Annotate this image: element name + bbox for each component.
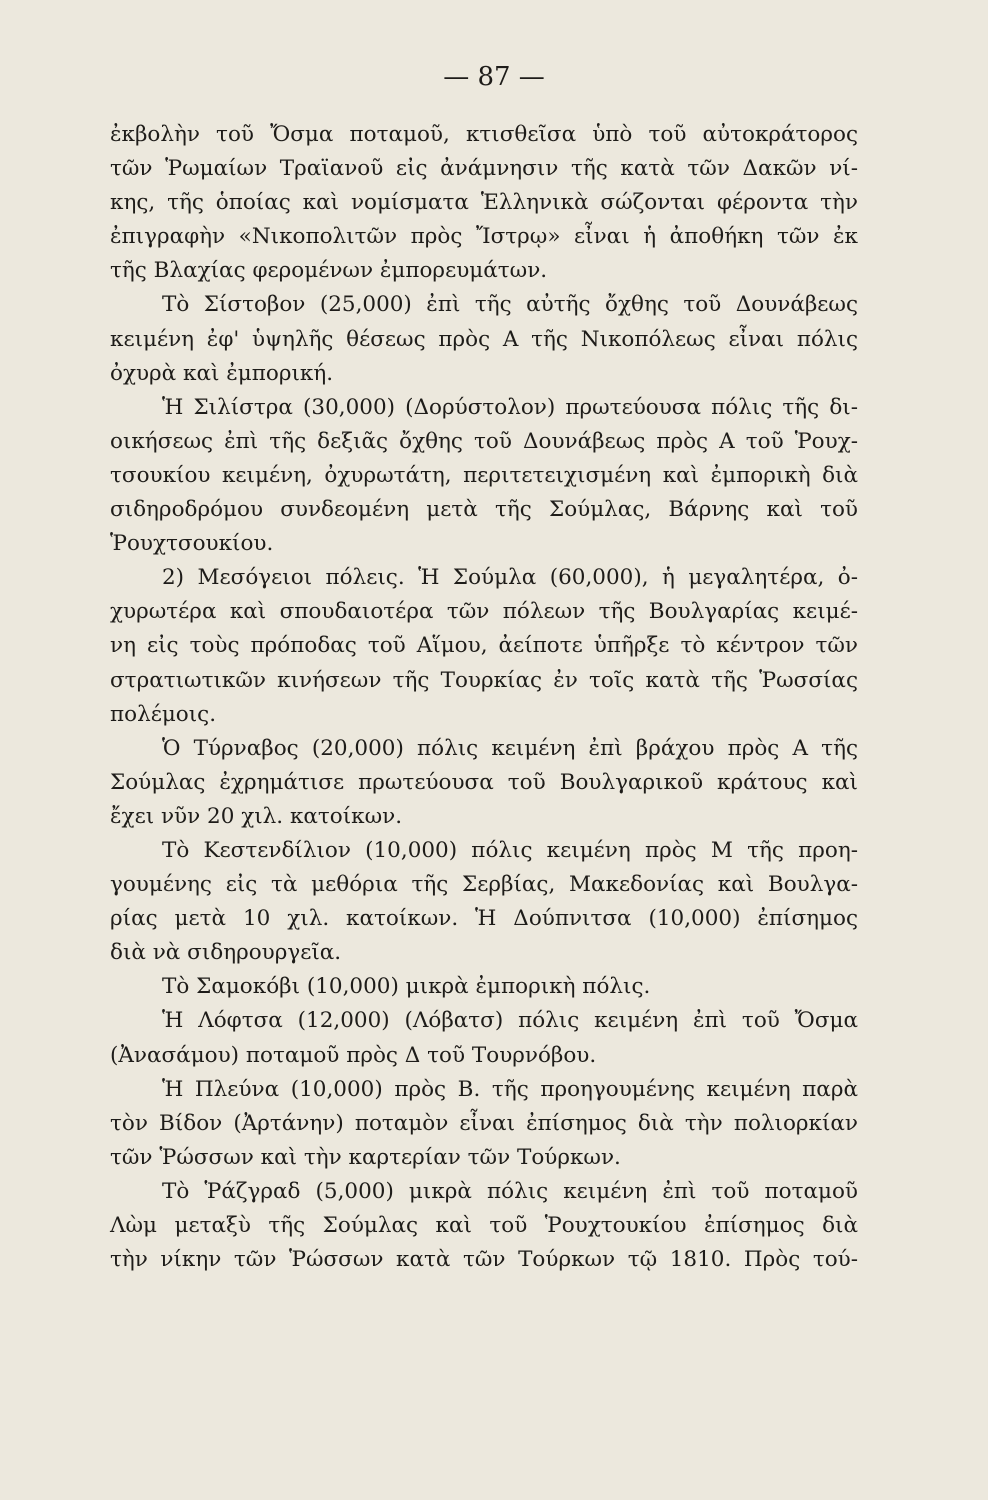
text-line: τσουκίου κειμένη, ὀχυρωτάτη, περιτετειχισμένη καὶ ἐμπορικὴ διὰ [110,462,858,488]
text-line: τῶν Ῥωμαίων Τραϊανοῦ εἰς ἀνάμνησιν τῆς κατὰ τῶν Δακῶν νί- [110,156,858,182]
text-line: Ἡ Σιλίστρα (30,000) (Δορύστολον) πρωτεύουσα πόλις τῆς δι- [162,394,858,420]
text-line: ἔχει νῦν 20 χιλ. κατοίκων. [110,803,403,829]
page-text [110,118,858,1277]
text-line: κειμένη ἐφ' ὑψηλῆς θέσεως πρὸς Α τῆς Νικοπόλεως εἶναι πόλις [110,326,858,352]
text-line: Σούμλας ἐχρημάτισε πρωτεύουσα τοῦ Βουλγαρικοῦ κράτους καὶ [110,769,858,795]
text-line: ἐπιγραφὴν «Νικοπολιτῶν πρὸς Ἴστρῳ» εἶναι ἡ ἀποθήκη τῶν ἐκ [110,224,858,250]
text-line: Τὸ Ῥάζγραδ (5,000) μικρὰ πόλις κειμένη ἐπὶ τοῦ ποταμοῦ [162,1178,858,1204]
text-line: στρατιωτικῶν κινήσεων τῆς Τουρκίας ἐν τοῖς κατὰ τῆς Ῥωσσίας [110,667,858,693]
text-line: κης, τῆς ὁποίας καὶ νομίσματα Ἑλληνικὰ σώζονται φέροντα τὴν [110,190,858,216]
text-line: τὸν Βίδον (Ἀρτάνην) ποταμὸν εἶναι ἐπίσημος διὰ τὴν πολιορκίαν [110,1110,858,1136]
text-line: ὀχυρὰ καὶ ἐμπορική. [110,360,334,386]
text-line: Τὸ Σαμοκόβι (10,000) μικρὰ ἐμπορικὴ πόλις. [162,974,651,1000]
page-number: — 87 — [443,62,545,92]
text-line: Ὁ Τύρναβος (20,000) πόλις κειμένη ἐπὶ βράχου πρὸς Α τῆς [162,735,858,761]
text-line: πολέμοις. [110,701,217,727]
text-line: χυρωτέρα καὶ σπουδαιοτέρα τῶν πόλεων τῆς Βουλγαρίας κειμέ- [110,599,858,625]
text-line: τῶν Ῥώσσων καὶ τὴν καρτερίαν τῶν Τούρκων. [110,1144,621,1170]
text-line: Ἡ Λόφτσα (12,000) (Λόβατσ) πόλις κειμένη ἐπὶ τοῦ Ὄσμα [162,1008,858,1034]
text-line: Ἡ Πλεύνα (10,000) πρὸς Β. τῆς προηγουμένης κειμένη παρὰ [162,1076,858,1102]
text-line: οικήσεως ἐπὶ τῆς δεξιᾶς ὄχθης τοῦ Δουνάβεως πρὸς Α τοῦ Ῥουχ- [110,428,858,454]
text-line: ρίας μετὰ 10 χιλ. κατοίκων. Ἡ Δούπνιτσα (10,000) ἐπίσημος [110,906,858,932]
text-line: τὴν νίκην τῶν Ῥώσσων κατὰ τῶν Τούρκων τῷ 1810. Πρὸς τού- [110,1247,858,1273]
text-line: νη εἰς τοὺς πρόποδας τοῦ Αἵμου, ἀείποτε ὑπῆρξε τὸ κέντρον τῶν [110,633,858,659]
text-line: 2) Μεσόγειοι πόλεις. Ἡ Σούμλα (60,000), ἡ μεγαλητέρα, ὀ- [162,565,858,591]
text-line: Λὼμ μεταξὺ τῆς Σούμλας καὶ τοῦ Ῥουχτουκίου ἐπίσημος διὰ [110,1213,858,1238]
text-line: ἐκβολὴν τοῦ Ὄσμα ποταμοῦ, κτισθεῖσα ὑπὸ τοῦ αὐτοκράτορος [110,122,858,147]
text-line: Τὸ Κεστενδίλιον (10,000) πόλις κειμένη πρὸς Μ τῆς προη- [162,837,858,863]
text-line: (Ἀνασάμου) ποταμοῦ πρὸς Δ τοῦ Τουρνόβου. [110,1042,597,1068]
text-line: τῆς Βλαχίας φερομένων ἐμπορευμάτων. [110,258,548,284]
text-line: διὰ νὰ σιδηρουργεῖα. [110,940,342,966]
text-line: Ῥουχτσουκίου. [110,531,274,557]
text-line: Τὸ Σίστοβον (25,000) ἐπὶ τῆς αὐτῆς ὄχθης τοῦ Δουνάβεως [162,292,858,318]
text-line: σιδηροδρόμου συνδεομένη μετὰ τῆς Σούμλας, Βάρνης καὶ τοῦ [110,497,858,523]
text-line: γουμένης εἰς τὰ μεθόρια τῆς Σερβίας, Μακεδονίας καὶ Βουλγα- [110,872,858,898]
